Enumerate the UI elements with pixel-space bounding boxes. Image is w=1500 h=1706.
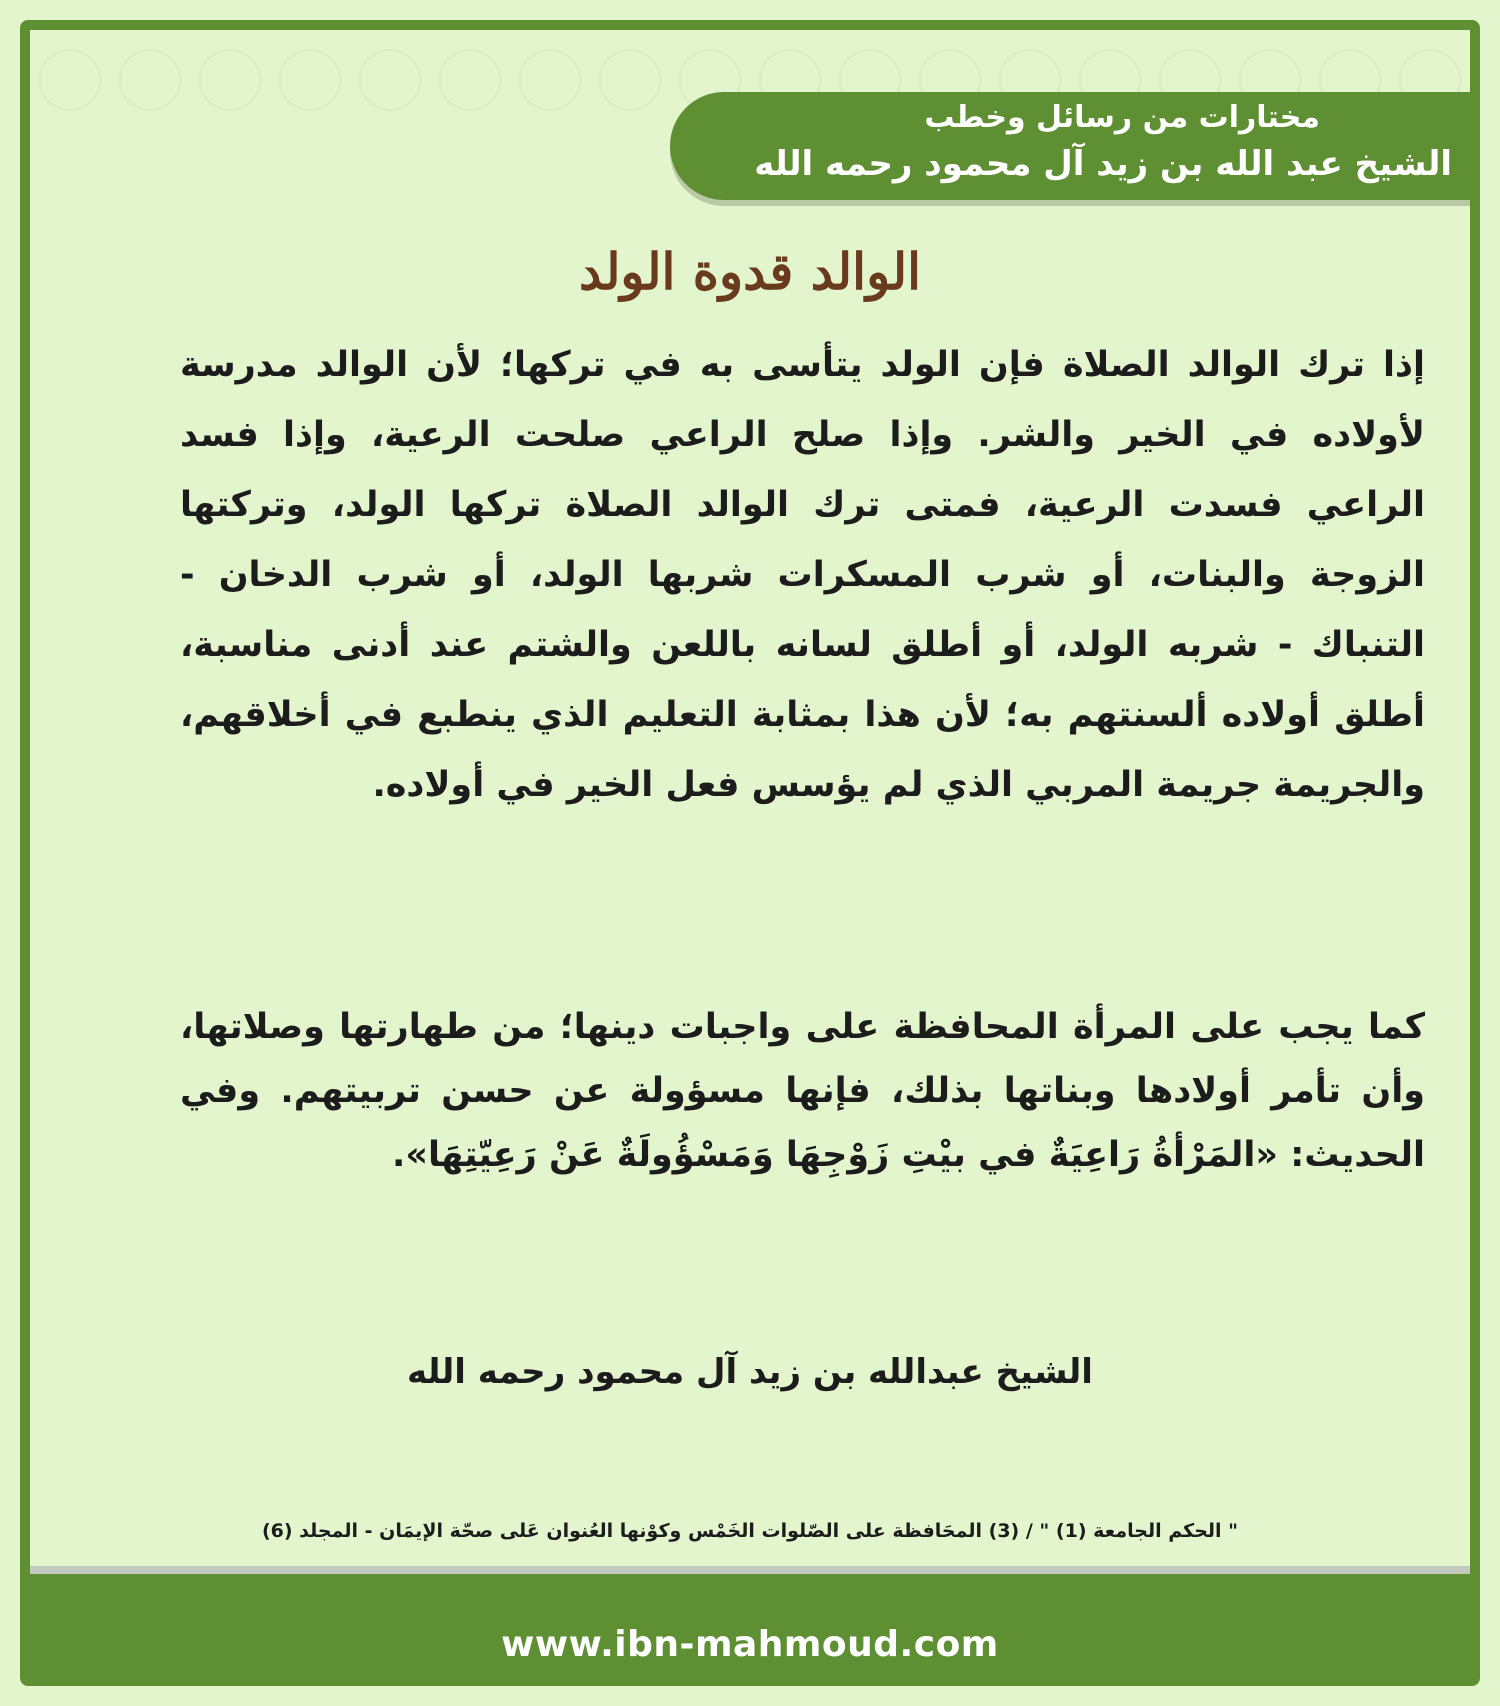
- body-paragraph-1: إذا ترك الوالد الصلاة فإن الولد يتأسى به في تركها؛ لأن الوالد مدرسة لأولاده في الخير والشر. وإذا صلح الراعي صلحت الرعية، وإذا فسد الراعي فسدت الرعية، فمتى ترك الوالد الصلاة تركها الولد، وتركتها الزوجة والبنات، أو شرب المسكرات شربها الولد، أو شرب الدخان - التنباك - شربه الولد، أو أطلق لسانه باللعن والشتم عند أدنى مناسبة، أطلق أولاده ألسنتهم به؛ لأن هذا بمثابة التعليم الذي ينطبع في أخلاقهم، والجريمة جريمة المربي الذي لم يؤسس فعل الخير في أولاده.: [180, 345, 1425, 805]
- footer-bar: [30, 1574, 1470, 1676]
- poster-frame: [20, 20, 1480, 1686]
- footer-divider: [30, 1566, 1470, 1574]
- body-paragraph-2: كما يجب على المرأة المحافظة على واجبات دينها؛ من طهارتها وصلاتها، وأن تأمر أولادها وبناتها بذلك، فإنها مسؤولة عن حسن تربيتهم. وفي الحديث: «المَرْأةُ رَاعِيَةٌ في بيْتِ زَوْجِهَا وَمَسْؤُولَةٌ عَنْ رَعِيّتِهَا».: [180, 1007, 1425, 1175]
- header-banner: [670, 92, 1470, 200]
- website-link[interactable]: www.ibn-mahmoud.com: [501, 1624, 999, 1665]
- header-author: الشيخ عبد الله بن زيد آل محمود رحمه الله: [754, 144, 1452, 184]
- source-citation: " الحكم الجامعة (1) " / (3) المحَافظة على الصّلوات الخَمْس وكوْنها العُنوان عَلى صحّة الإيمَان - المجلد (6): [261, 1520, 1239, 1542]
- author-signature: الشيخ عبدالله بن زيد آل محمود رحمه الله: [407, 1352, 1093, 1392]
- header-subtitle: مختارات من رسائل وخطب: [924, 100, 1320, 135]
- page-title: الوالد قدوة الولد: [578, 242, 922, 301]
